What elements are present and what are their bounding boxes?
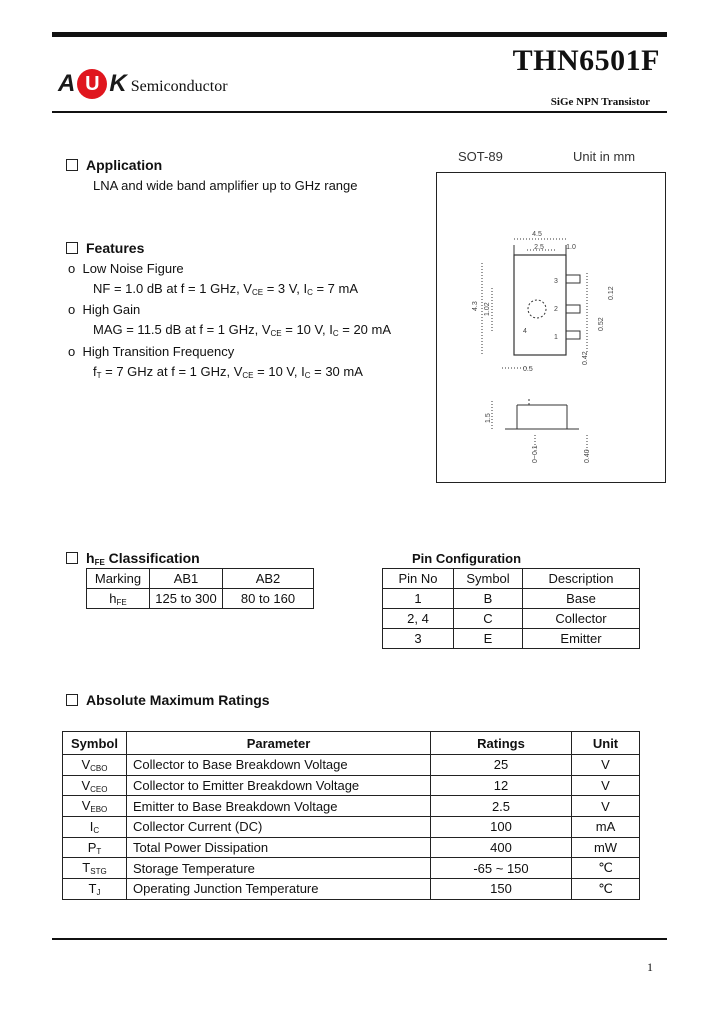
rating-value-cell: 12 xyxy=(431,775,572,796)
dim-lead-thickness: 0.12 xyxy=(608,286,615,300)
dim-lead-thick-side: 0.40 xyxy=(584,449,591,463)
symbol-cell: $V_{EBO}$ xyxy=(63,796,127,817)
part-number: THN6501F xyxy=(512,44,660,77)
table-header-cell: AB2 xyxy=(223,569,314,589)
symbol-cell: $T_{STG}$ xyxy=(63,858,127,879)
table-row xyxy=(383,609,640,629)
table-header-cell: Parameter xyxy=(127,732,431,755)
table-cell: 80 to 160 xyxy=(223,589,314,609)
parameter-cell: Total Power Dissipation xyxy=(127,837,431,858)
checkbox-icon xyxy=(66,694,78,706)
part-subtitle: SiGe NPN Transistor xyxy=(550,96,650,108)
pin-1-label: 1 xyxy=(554,334,558,341)
table-header-cell: Pin No xyxy=(383,569,454,589)
package-drawing-frame xyxy=(436,172,666,483)
table-header-cell: AB1 xyxy=(150,569,223,589)
table-cell: Emitter xyxy=(523,629,640,649)
table-header-cell: Marking xyxy=(87,569,150,589)
logo-letter-u: U xyxy=(77,69,107,99)
hfe-table xyxy=(86,568,314,609)
table-row xyxy=(383,589,640,609)
dim-lead-width-b: 0.52 xyxy=(598,317,605,331)
checkbox-icon xyxy=(66,159,78,171)
unit-cell: V xyxy=(572,755,640,776)
feature-item: o Low Noise Figure xyxy=(68,261,184,276)
package-name: SOT-89 xyxy=(458,149,503,164)
table-header-cell: Unit xyxy=(572,732,640,755)
parameter-cell: Storage Temperature xyxy=(127,858,431,879)
feature-item: o High Gain xyxy=(68,302,141,317)
table-row xyxy=(87,569,314,589)
table-cell: $h_{FE}$ xyxy=(87,589,150,609)
pin-3-label: 3 xyxy=(554,278,558,285)
table-row xyxy=(63,796,640,817)
unit-cell: V xyxy=(572,775,640,796)
table-row xyxy=(63,858,640,879)
ratings-heading: Absolute Maximum Ratings xyxy=(66,692,270,708)
parameter-cell: Collector Current (DC) xyxy=(127,817,431,838)
symbol-cell: $V_{CEO}$ xyxy=(63,775,127,796)
table-header-cell: Description xyxy=(523,569,640,589)
table-cell: 3 xyxy=(383,629,454,649)
table-cell: Base xyxy=(523,589,640,609)
pin-4-label: 4 xyxy=(523,328,527,335)
table-cell: C xyxy=(454,609,523,629)
symbol-cell: $T_J$ xyxy=(63,879,127,900)
company-logo xyxy=(58,68,228,100)
table-cell: Collector xyxy=(523,609,640,629)
dim-standoff: 0~0.1 xyxy=(532,445,539,463)
logo-letter-k: K xyxy=(109,70,127,97)
company-name: Semiconductor xyxy=(130,78,228,95)
dim-pitch: 1.02 xyxy=(484,302,491,316)
dim-body-height: 1.5 xyxy=(485,413,492,423)
rating-value-cell: 25 xyxy=(431,755,572,776)
pin-config-table xyxy=(382,568,640,649)
unit-cell: ℃ xyxy=(572,879,640,900)
ratings-table xyxy=(62,731,640,900)
package-outline-drawing xyxy=(437,173,665,482)
table-header-cell: Ratings xyxy=(431,732,572,755)
unit-cell: ℃ xyxy=(572,858,640,879)
table-row xyxy=(63,879,640,900)
table-cell: 2, 4 xyxy=(383,609,454,629)
symbol-cell: $P_T$ xyxy=(63,837,127,858)
feature-detail: NF = 1.0 dB at f = 1 GHz, $V_{CE} = 3$ V, $I_C = 7$ mA xyxy=(93,281,359,297)
parameter-cell: Emitter to Base Breakdown Voltage xyxy=(127,796,431,817)
parameter-cell: Operating Junction Temperature xyxy=(127,879,431,900)
rating-value-cell: 400 xyxy=(431,837,572,858)
table-row xyxy=(383,569,640,589)
feature-detail: MAG = 11.5 dB at f = 1 GHz, $V_{CE} = 10$ V, $I_C = 20$ mA xyxy=(93,322,392,338)
table-header-cell: Symbol xyxy=(454,569,523,589)
application-text: LNA and wide band amplifier up to GHz range xyxy=(93,178,358,193)
table-row xyxy=(63,837,640,858)
table-header-cell: Symbol xyxy=(63,732,127,755)
symbol-cell: $V_{CBO}$ xyxy=(63,755,127,776)
dim-width-total: 4.5 xyxy=(532,231,542,238)
footer-rule xyxy=(52,938,667,940)
table-row xyxy=(63,732,640,755)
pin-config-heading: Pin Configuration xyxy=(412,551,522,566)
table-row xyxy=(63,755,640,776)
symbol-cell: $I_C$ xyxy=(63,817,127,838)
dim-lead-width-c: 0.42 xyxy=(582,351,589,365)
ratings-table-body xyxy=(63,755,640,900)
dim-height: 4.3 xyxy=(472,301,479,311)
parameter-cell: Collector to Base Breakdown Voltage xyxy=(127,755,431,776)
logo-letter-a: A xyxy=(58,70,76,97)
unit-cell: V xyxy=(572,796,640,817)
table-cell: E xyxy=(454,629,523,649)
table-row xyxy=(63,775,640,796)
checkbox-icon xyxy=(66,242,78,254)
table-cell: 125 to 300 xyxy=(150,589,223,609)
package-unit: Unit in mm xyxy=(573,149,636,164)
table-row xyxy=(383,629,640,649)
pin-2-label: 2 xyxy=(554,306,558,313)
dim-width-tab: 2.5 xyxy=(534,244,544,251)
parameter-cell: Collector to Emitter Breakdown Voltage xyxy=(127,775,431,796)
checkbox-icon xyxy=(66,552,78,564)
feature-item: o High Transition Frequency xyxy=(68,344,235,359)
unit-cell: mA xyxy=(572,817,640,838)
application-heading: Application xyxy=(66,157,162,173)
rating-value-cell: 150 xyxy=(431,879,572,900)
dim-lead-width: 1.0 xyxy=(566,244,576,251)
table-cell: B xyxy=(454,589,523,609)
hfe-heading: $h_{FE}$ Classification xyxy=(66,550,200,567)
features-heading: Features xyxy=(66,240,144,256)
table-row xyxy=(87,589,314,609)
rating-value-cell: -65 ~ 150 xyxy=(431,858,572,879)
top-rule xyxy=(52,32,667,37)
table-cell: 1 xyxy=(383,589,454,609)
page-number: 1 xyxy=(647,960,653,974)
rating-value-cell: 100 xyxy=(431,817,572,838)
table-row xyxy=(63,817,640,838)
dim-offset: 0.5 xyxy=(523,366,533,373)
rating-value-cell: 2.5 xyxy=(431,796,572,817)
feature-detail: $f_T = 7$ GHz at f = 1 GHz, $V_{CE} = 10$ V, $I_C = 30$ mA xyxy=(93,364,363,380)
unit-cell: mW xyxy=(572,837,640,858)
header-rule xyxy=(52,111,667,113)
